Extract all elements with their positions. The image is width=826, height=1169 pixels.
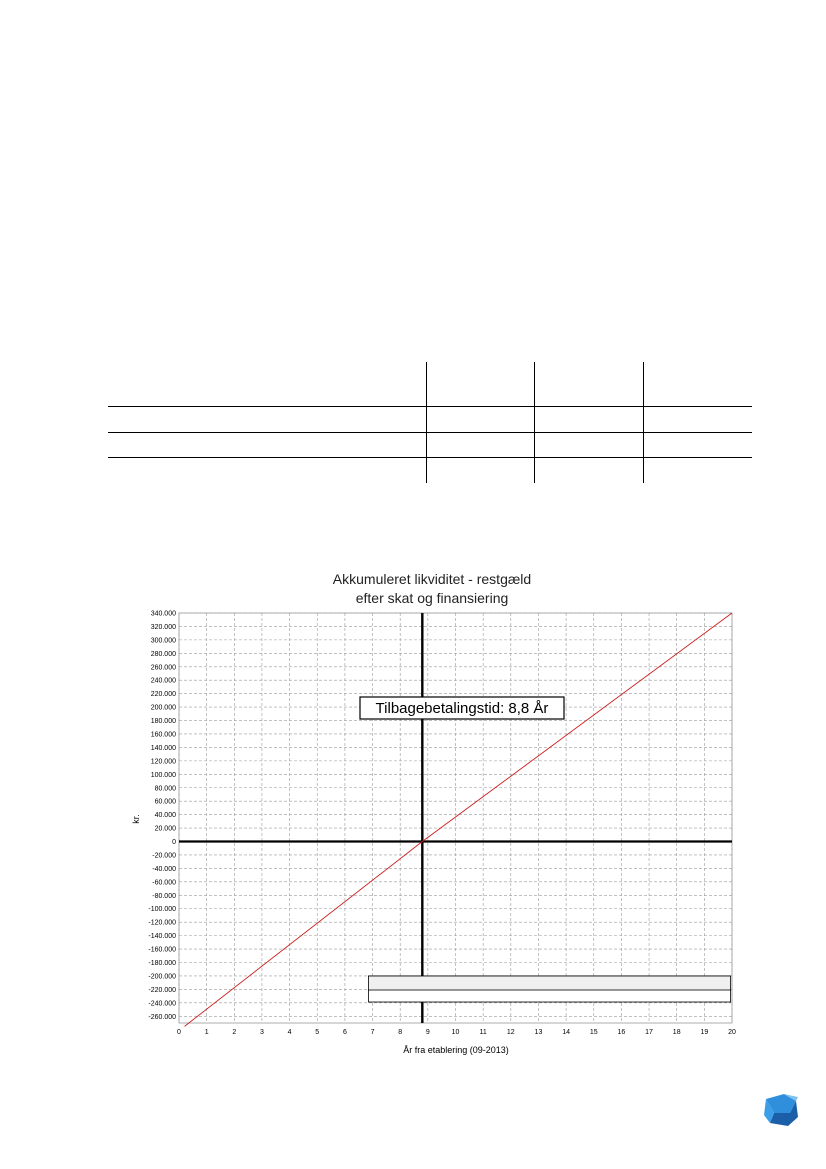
table-column-divider: [426, 362, 427, 483]
table-row-divider: [108, 406, 752, 407]
y-tick-label: -140.000: [148, 933, 176, 941]
y-tick-label: 280.000: [150, 650, 176, 658]
y-tick-label: 100.000: [150, 771, 176, 779]
x-tick-label: 10: [451, 1029, 460, 1036]
brand-logo-icon: [762, 1093, 802, 1129]
y-tick-label: 180.000: [150, 718, 176, 726]
x-tick-label: 8: [398, 1029, 403, 1036]
x-tick-label: 12: [506, 1029, 515, 1036]
y-tick-label: 260.000: [150, 664, 176, 672]
x-tick-label: 4: [287, 1029, 292, 1036]
x-tick-label: 19: [700, 1029, 709, 1036]
x-tick-label: 7: [370, 1029, 375, 1036]
x-axis-label: År fra etablering (09-2013): [403, 1045, 509, 1055]
y-tick-label: 220.000: [150, 691, 176, 699]
y-tick-label: 60.000: [154, 798, 176, 806]
y-tick-label: 160.000: [150, 731, 176, 739]
y-tick-label: 120.000: [150, 758, 176, 766]
x-tick-label: 0: [177, 1029, 181, 1036]
y-tick-label: -260.000: [148, 1013, 176, 1021]
x-tick-label: 17: [645, 1029, 653, 1036]
x-tick-label: 5: [315, 1029, 320, 1036]
chart-title: Akkumuleret likviditet - restgæld: [332, 571, 532, 587]
x-tick-label: 11: [479, 1029, 487, 1036]
chart: [0, 560, 826, 1080]
chart-subtitle: efter skat og finansiering: [355, 590, 509, 606]
annotation-label: Tilbagebetalingstid: 8,8 År: [375, 700, 549, 717]
x-tick-label: 3: [259, 1029, 264, 1036]
y-tick-label: 80.000: [154, 785, 176, 793]
y-tick-label: 340.000: [150, 610, 176, 618]
x-tick-label: 6: [342, 1029, 347, 1036]
empty-table: [108, 362, 752, 483]
x-tick-label: 20: [728, 1029, 736, 1036]
table-row-divider: [108, 432, 752, 433]
y-tick-label: 0: [172, 839, 176, 847]
table-row-divider: [108, 457, 752, 458]
y-tick-label: 40.000: [154, 812, 176, 820]
y-tick-label: -80.000: [152, 892, 176, 900]
y-tick-label: -160.000: [148, 946, 176, 954]
x-tick-label: 18: [672, 1029, 681, 1036]
table-column-divider: [643, 362, 644, 483]
y-tick-label: 320.000: [150, 623, 176, 631]
y-tick-label: -200.000: [148, 973, 176, 981]
y-tick-label: -20.000: [152, 852, 176, 860]
legend-strip: [368, 976, 730, 990]
table-column-divider: [534, 362, 535, 483]
y-tick-label: -60.000: [152, 879, 176, 887]
y-tick-label: -220.000: [148, 986, 176, 994]
x-tick-label: 1: [204, 1029, 209, 1036]
y-axis-label: kr.: [131, 814, 141, 824]
y-tick-label: 20.000: [154, 825, 176, 833]
plot-area: [148, 611, 736, 1037]
x-tick-label: 14: [562, 1029, 570, 1036]
y-tick-label: -240.000: [148, 1000, 176, 1008]
y-tick-label: -100.000: [148, 906, 176, 914]
y-tick-label: -180.000: [148, 960, 176, 968]
y-tick-label: -120.000: [148, 919, 176, 927]
x-tick-label: 16: [617, 1029, 626, 1036]
y-tick-label: 240.000: [150, 677, 176, 685]
y-tick-label: -40.000: [152, 865, 176, 873]
x-tick-label: 13: [534, 1029, 543, 1036]
x-tick-label: 15: [589, 1029, 598, 1036]
x-tick-label: 9: [425, 1029, 430, 1036]
y-tick-label: 140.000: [150, 744, 176, 752]
y-tick-label: 200.000: [150, 704, 176, 712]
y-tick-label: 300.000: [150, 637, 176, 645]
x-tick-label: 2: [232, 1029, 237, 1036]
